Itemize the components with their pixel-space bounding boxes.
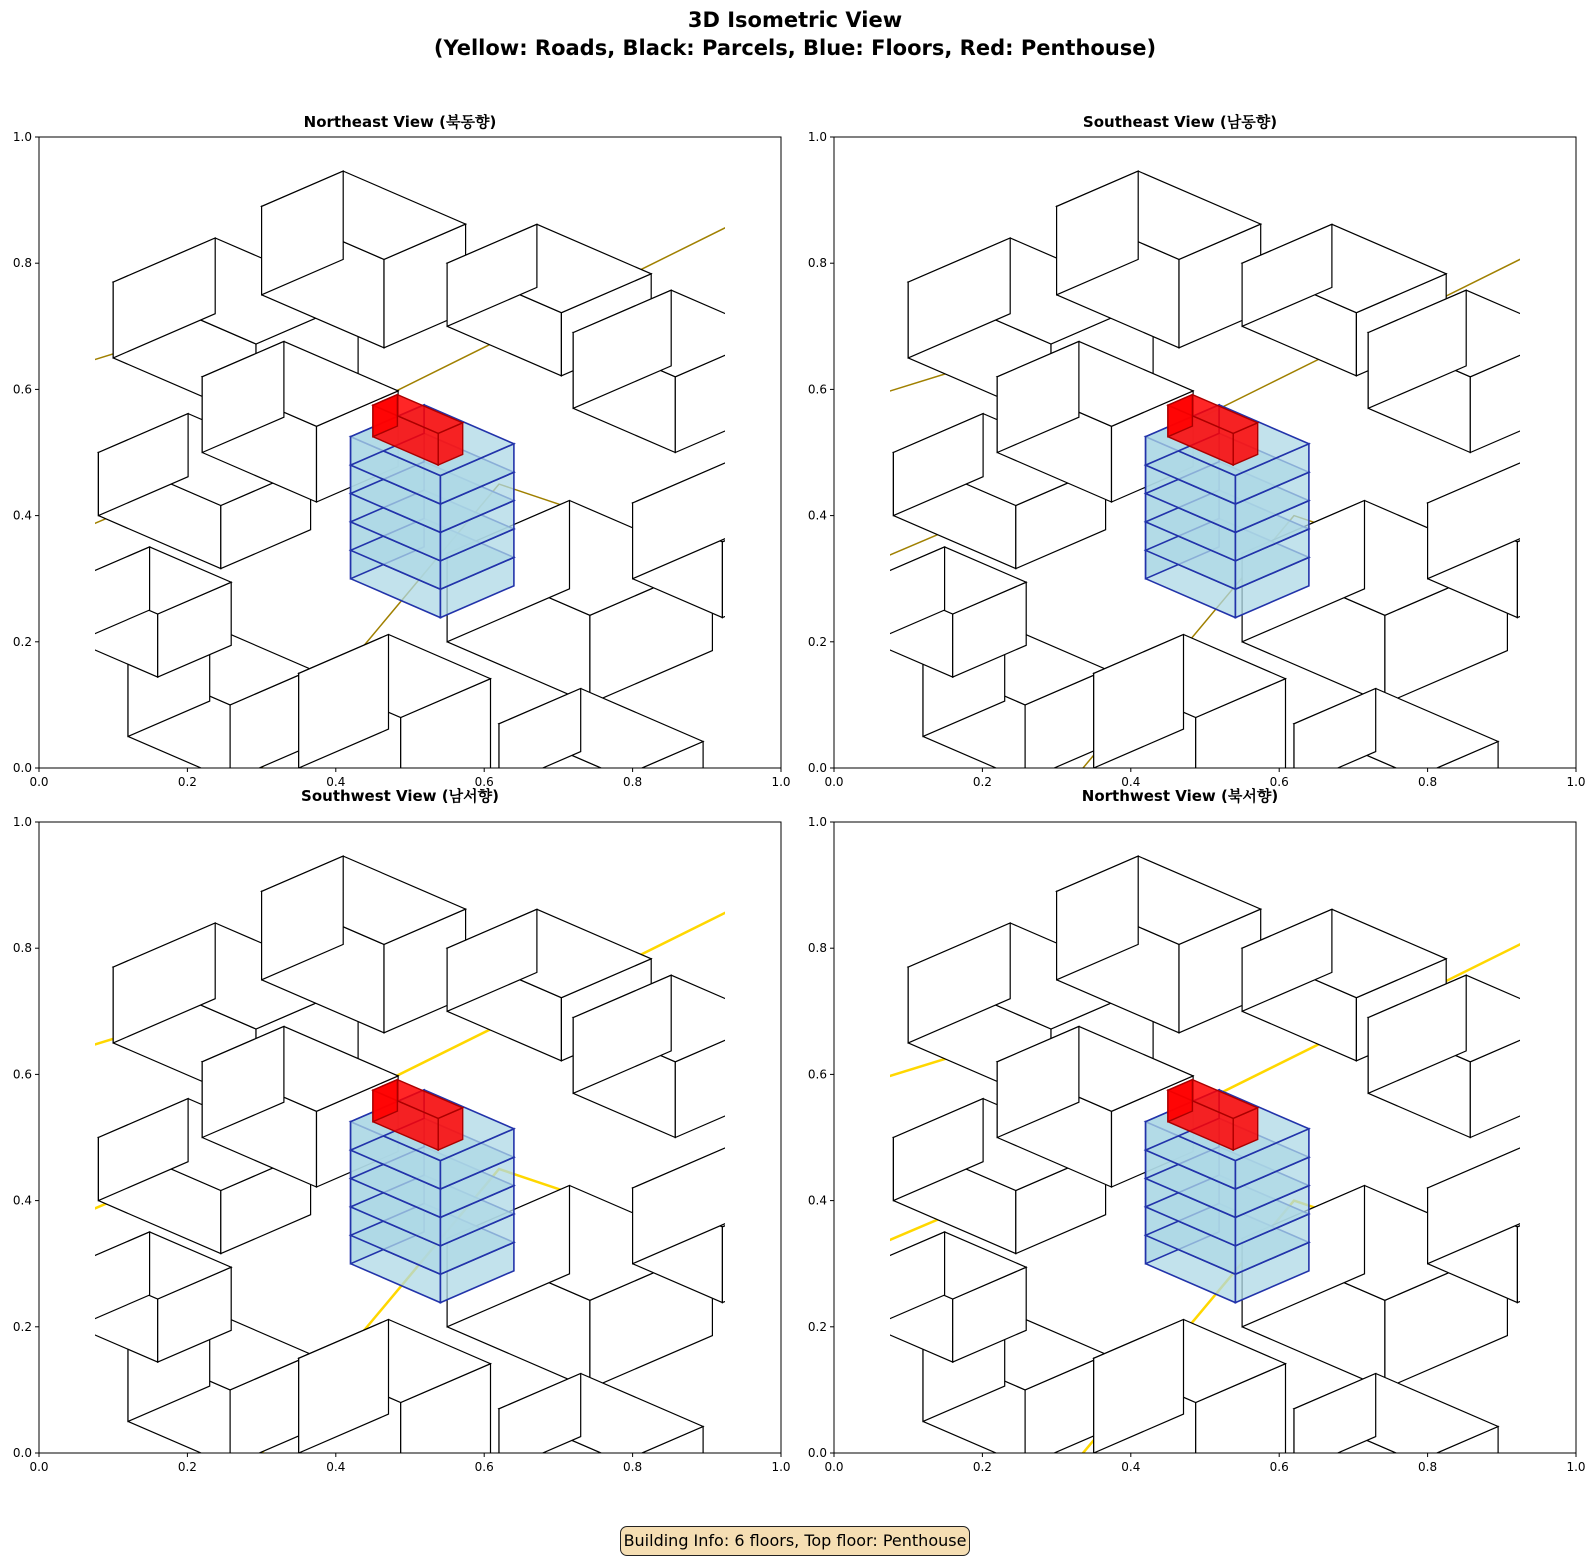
x-tick-label: 0.4: [1121, 1460, 1141, 1474]
y-tick-label: 0.0: [12, 761, 32, 775]
parcel-9-face-3: [1294, 689, 1376, 787]
x-tick-label: 0.6: [474, 1460, 494, 1474]
y-tick-label: 0.0: [12, 1446, 32, 1460]
axes-southwest: [13, 815, 820, 1525]
y-tick-label: 0.2: [12, 1319, 32, 1334]
x-tick-label: 0.8: [623, 1460, 643, 1474]
x-tick-label: 0.0: [824, 1460, 844, 1474]
x-tick-label: 0.2: [972, 1460, 992, 1474]
parcel-10-face-1: [722, 1184, 820, 1302]
x-tick-label: 0.4: [326, 775, 346, 789]
x-tick-label: 0.2: [177, 1460, 197, 1474]
axes-northwest: [808, 815, 1590, 1525]
x-tick-label: 0.4: [1121, 775, 1141, 789]
x-tick-label: 0.6: [1269, 775, 1289, 789]
axes-northeast: [13, 130, 820, 840]
parcel-9-face-3: [499, 689, 581, 787]
y-tick-label: 0.2: [807, 634, 827, 649]
scene-northeast: [39, 171, 820, 840]
x-tick-label: 0.8: [1418, 775, 1438, 789]
figure-title: 3D Isometric View: [687, 8, 903, 32]
x-tick-label: 1.0: [771, 1460, 791, 1474]
y-tick-label: 0.4: [807, 1193, 827, 1208]
y-tick-label: 0.4: [12, 1193, 32, 1208]
x-tick-label: 0.4: [326, 1460, 346, 1474]
y-tick-label: 1.0: [807, 130, 827, 144]
y-tick-label: 1.0: [12, 130, 32, 144]
x-tick-label: 0.6: [1269, 1460, 1289, 1474]
parcel-9-face-3: [499, 1374, 581, 1472]
scene-northwest: [834, 856, 1590, 1525]
y-tick-label: 0.2: [12, 634, 32, 649]
x-tick-label: 0.8: [1418, 1460, 1438, 1474]
y-tick-label: 0.2: [807, 1319, 827, 1334]
y-tick-label: 0.6: [807, 382, 827, 397]
parcel-10-face-1: [1517, 499, 1590, 617]
axes-southeast: [808, 130, 1590, 840]
x-tick-label: 0.0: [29, 1460, 49, 1474]
y-tick-label: 0.8: [807, 256, 827, 271]
x-tick-label: 0.0: [824, 775, 844, 789]
y-tick-label: 0.6: [12, 382, 32, 397]
x-tick-label: 0.0: [29, 775, 49, 789]
x-tick-label: 0.6: [474, 775, 494, 789]
panel-title-southeast: Southeast View (남동향): [1082, 113, 1278, 131]
x-tick-label: 1.0: [1566, 1460, 1586, 1474]
parcel-10-face-1: [722, 499, 820, 617]
x-tick-label: 0.8: [623, 775, 643, 789]
panel-title-northwest: Northwest View (북서향): [1081, 787, 1279, 805]
y-tick-label: 0.4: [12, 508, 32, 523]
y-tick-label: 0.4: [807, 508, 827, 523]
y-tick-label: 0.0: [807, 761, 827, 775]
y-tick-label: 1.0: [807, 815, 827, 829]
scene-southeast: [834, 171, 1590, 840]
y-tick-label: 1.0: [12, 815, 32, 829]
y-tick-label: 0.0: [807, 1446, 827, 1460]
x-tick-label: 0.2: [972, 775, 992, 789]
y-tick-label: 0.6: [807, 1067, 827, 1082]
building-info-box: Building Info: 6 floors, Top floor: Penthouse: [620, 1526, 970, 1556]
y-tick-label: 0.6: [12, 1067, 32, 1082]
y-tick-label: 0.8: [12, 941, 32, 956]
x-tick-label: 0.2: [177, 775, 197, 789]
x-tick-label: 1.0: [771, 775, 791, 789]
y-tick-label: 0.8: [807, 941, 827, 956]
parcel-9-face-3: [1294, 1374, 1376, 1472]
y-tick-label: 0.8: [12, 256, 32, 271]
parcel-10-face-1: [1517, 1184, 1590, 1302]
panel-title-southwest: Southwest View (남서향): [301, 787, 499, 805]
x-tick-label: 1.0: [1566, 775, 1586, 789]
scene-southwest: [39, 856, 820, 1525]
figure-subtitle-legend: (Yellow: Roads, Black: Parcels, Blue: Floors, Red: Penthouse): [433, 36, 1157, 60]
panel-title-northeast: Northeast View (북동향): [303, 113, 497, 131]
